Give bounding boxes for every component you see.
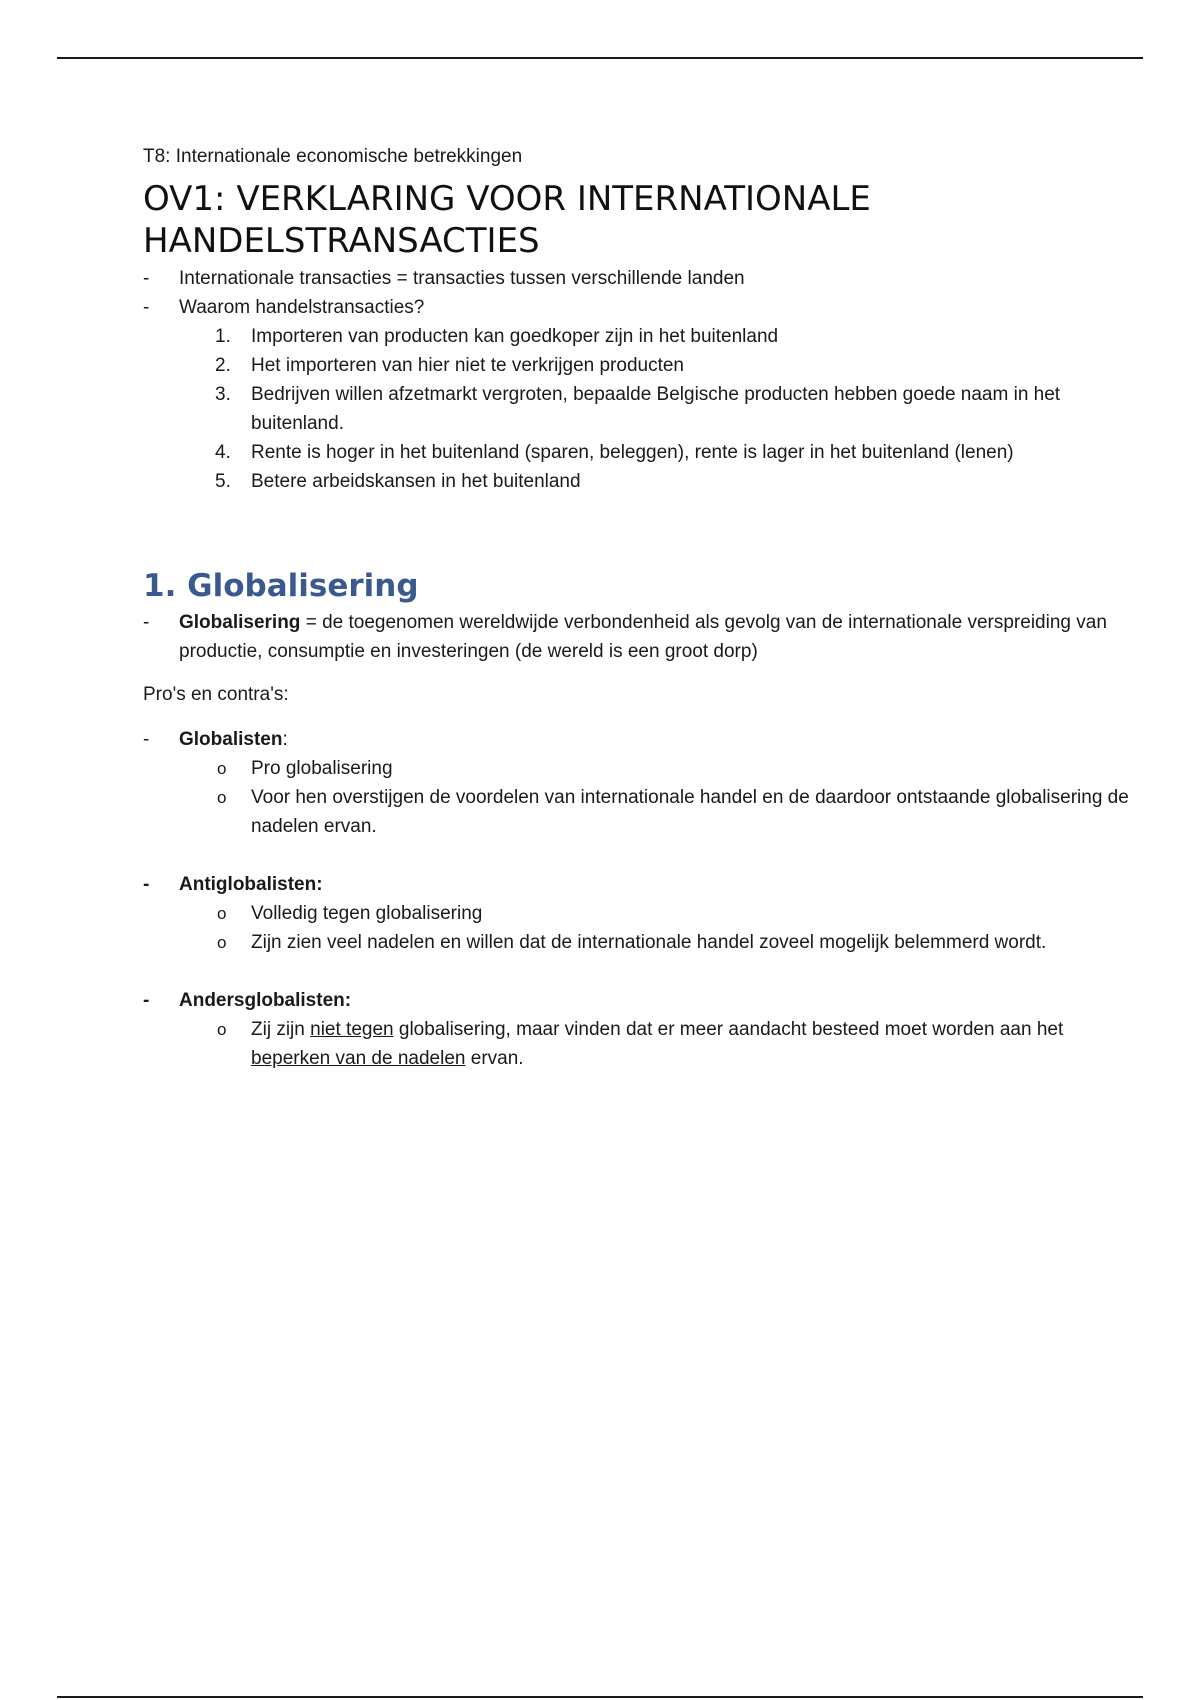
section-title [143, 178, 1133, 262]
circle-marker: o [217, 904, 227, 923]
list-item [143, 438, 1133, 467]
dash-marker: - [143, 729, 150, 750]
item-text: Zijn zien veel nadelen en willen dat de internationale handel zoveel mogelijk belemmerd wordt. [251, 932, 1047, 953]
reason-text: Het importeren van hier niet te verkrijgen producten [251, 355, 685, 376]
circle-marker: o [217, 933, 227, 952]
list-item [143, 264, 1133, 293]
section-title-line1: OV1: VERKLARING VOOR INTERNATIONALE [143, 179, 871, 219]
list-item [143, 928, 1133, 957]
globalisten-colon: : [282, 729, 288, 750]
list-number: 5. [215, 471, 231, 492]
bullet-text: Waarom handelstransacties? [179, 297, 425, 318]
reason-text: Rente is hoger in het buitenland (sparen, beleggen), rente is lager in het buitenland (lenen) [251, 442, 1014, 463]
list-item [143, 870, 1133, 899]
list-number: 2. [215, 355, 231, 376]
underlined-text: beperken van de nadelen [251, 1048, 466, 1069]
circle-marker: o [217, 759, 227, 778]
list-number: 3. [215, 384, 231, 405]
dash-marker: - [143, 990, 150, 1011]
antiglobalisten-group [143, 870, 1133, 899]
dash-marker: - [143, 612, 150, 633]
definition-term: Globalisering [179, 612, 301, 633]
list-item [143, 754, 1133, 783]
circle-marker: o [217, 788, 227, 807]
definition-text: = de toegenomen wereldwijde verbondenheid als gevolg van de internationale verspreiding van productie, consumptie en investeringen (de wereld is een groot dorp) [179, 612, 1107, 662]
andersglobalisten-items [143, 1015, 1133, 1073]
dash-marker: - [143, 268, 150, 289]
reason-text: Bedrijven willen afzetmarkt vergroten, bepaalde Belgische producten hebben goede naam in het buitenland. [251, 384, 1061, 434]
list-item [143, 467, 1133, 496]
list-item [143, 725, 1133, 754]
list-item [143, 608, 1133, 666]
globalisten-items [143, 754, 1133, 841]
globalisten-label: Globalisten [179, 729, 283, 750]
item-text: Voor hen overstijgen de voordelen van internationale handel en de daardoor ontstaande globalisering de nadelen ervan. [251, 787, 1129, 837]
antiglobalisten-items [143, 899, 1133, 957]
list-item [143, 351, 1133, 380]
globalisten-group [143, 725, 1133, 754]
list-item [143, 899, 1133, 928]
bullet-text: Internationale transacties = transacties tussen verschillende landen [179, 268, 745, 289]
dash-marker: - [143, 297, 150, 318]
bottom-rule [57, 1696, 1143, 1698]
intro-bullets [143, 264, 1133, 322]
top-rule [57, 57, 1143, 59]
list-item [143, 1015, 1133, 1073]
document-body [143, 144, 1133, 1073]
list-item [143, 783, 1133, 841]
reason-text: Betere arbeidskansen in het buitenland [251, 471, 581, 492]
list-number: 1. [215, 326, 231, 347]
list-item [143, 986, 1133, 1015]
underlined-text: niet tegen [310, 1019, 394, 1040]
list-item [143, 322, 1133, 351]
circle-marker: o [217, 1020, 227, 1039]
dash-marker: - [143, 874, 150, 895]
andersglobalisten-group [143, 986, 1133, 1015]
list-number: 4. [215, 442, 231, 463]
reason-text: Importeren van producten kan goedkoper zijn in het buitenland [251, 326, 779, 347]
section-title-line2: HANDELSTRANSACTIES [143, 221, 540, 261]
globalisering-heading: 1. Globalisering [143, 568, 419, 604]
list-item [143, 380, 1133, 438]
item-text: Pro globalisering [251, 758, 393, 779]
antiglobalisten-label: Antiglobalisten: [179, 874, 323, 895]
andersglobalisten-label: Andersglobalisten: [179, 990, 352, 1011]
definition-list [143, 608, 1133, 666]
pros-cons-label: Pro's en contra's: [143, 684, 289, 705]
reasons-list [143, 322, 1133, 496]
document-header: T8: Internationale economische betrekkingen [143, 146, 523, 167]
item-text-part3: ervan. [465, 1048, 524, 1069]
item-text: Volledig tegen globalisering [251, 903, 483, 924]
list-item [143, 293, 1133, 322]
item-text-part2: globalisering, maar vinden dat er meer aandacht besteed moet worden aan het [393, 1019, 1064, 1040]
item-text-part1: Zij zijn [251, 1019, 311, 1040]
